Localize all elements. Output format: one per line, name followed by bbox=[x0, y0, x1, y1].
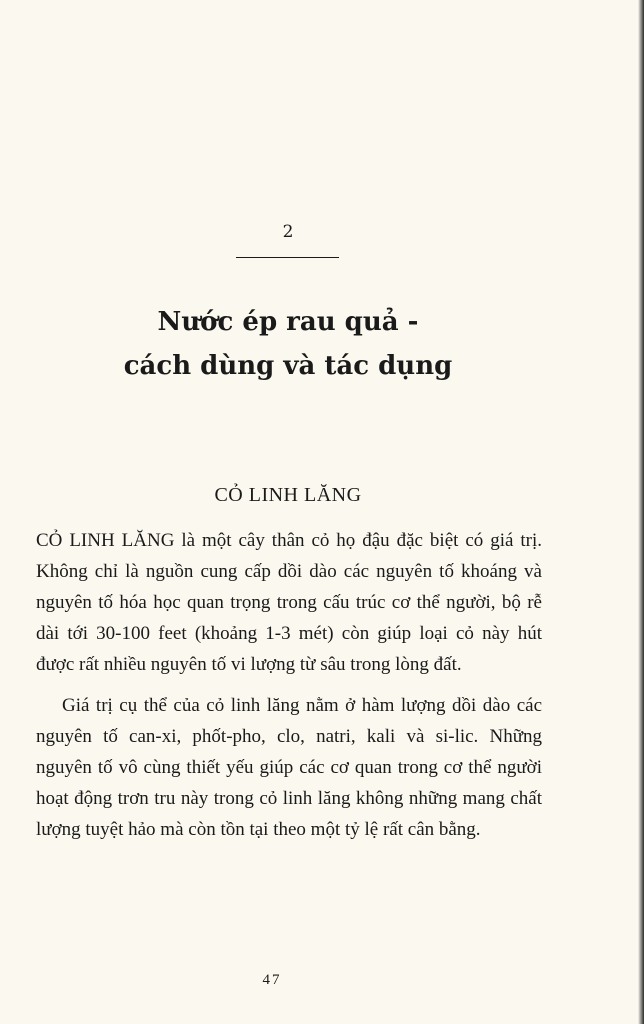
chapter-divider bbox=[236, 257, 339, 258]
body-text bbox=[36, 525, 542, 855]
chapter-title-line-2: cách dùng và tác dụng bbox=[123, 351, 453, 381]
chapter-title-line-1: Nước ép rau quả - bbox=[157, 307, 419, 337]
page-edge-shadow bbox=[638, 0, 644, 1024]
chapter-title bbox=[0, 300, 576, 388]
page-number: 47 bbox=[262, 972, 282, 988]
paragraph-1: CỎ LINH LĂNG là một cây thân cỏ họ đậu đặc biệt có giá trị. Không chỉ là nguồn cung cấp dồi dào các nguyên tố khoáng và nguyên tố hóa học quan trọng trong cấu trúc cơ thể người, bộ rễ dài tới 30-100 feet (khoảng 1-3 mét) còn giúp loại cỏ này hút được rất nhiều nguyên tố vi lượng từ sâu trong lòng đất. bbox=[36, 530, 542, 675]
chapter-number: 2 bbox=[282, 222, 294, 242]
paragraph-2: Giá trị cụ thể của cỏ linh lăng nằm ở hàm lượng dồi dào các nguyên tố can-xi, phốt-pho, clo, natri, kali và si-lic. Những nguyên tố vô cùng thiết yếu giúp các cơ quan trong cơ thể người hoạt động trơn tru này trong cỏ linh lăng không những mang chất lượng tuyệt hảo mà còn tồn tại theo một tỷ lệ rất cân bằng. bbox=[36, 695, 542, 840]
section-heading: CỎ LINH LĂNG bbox=[214, 484, 362, 506]
